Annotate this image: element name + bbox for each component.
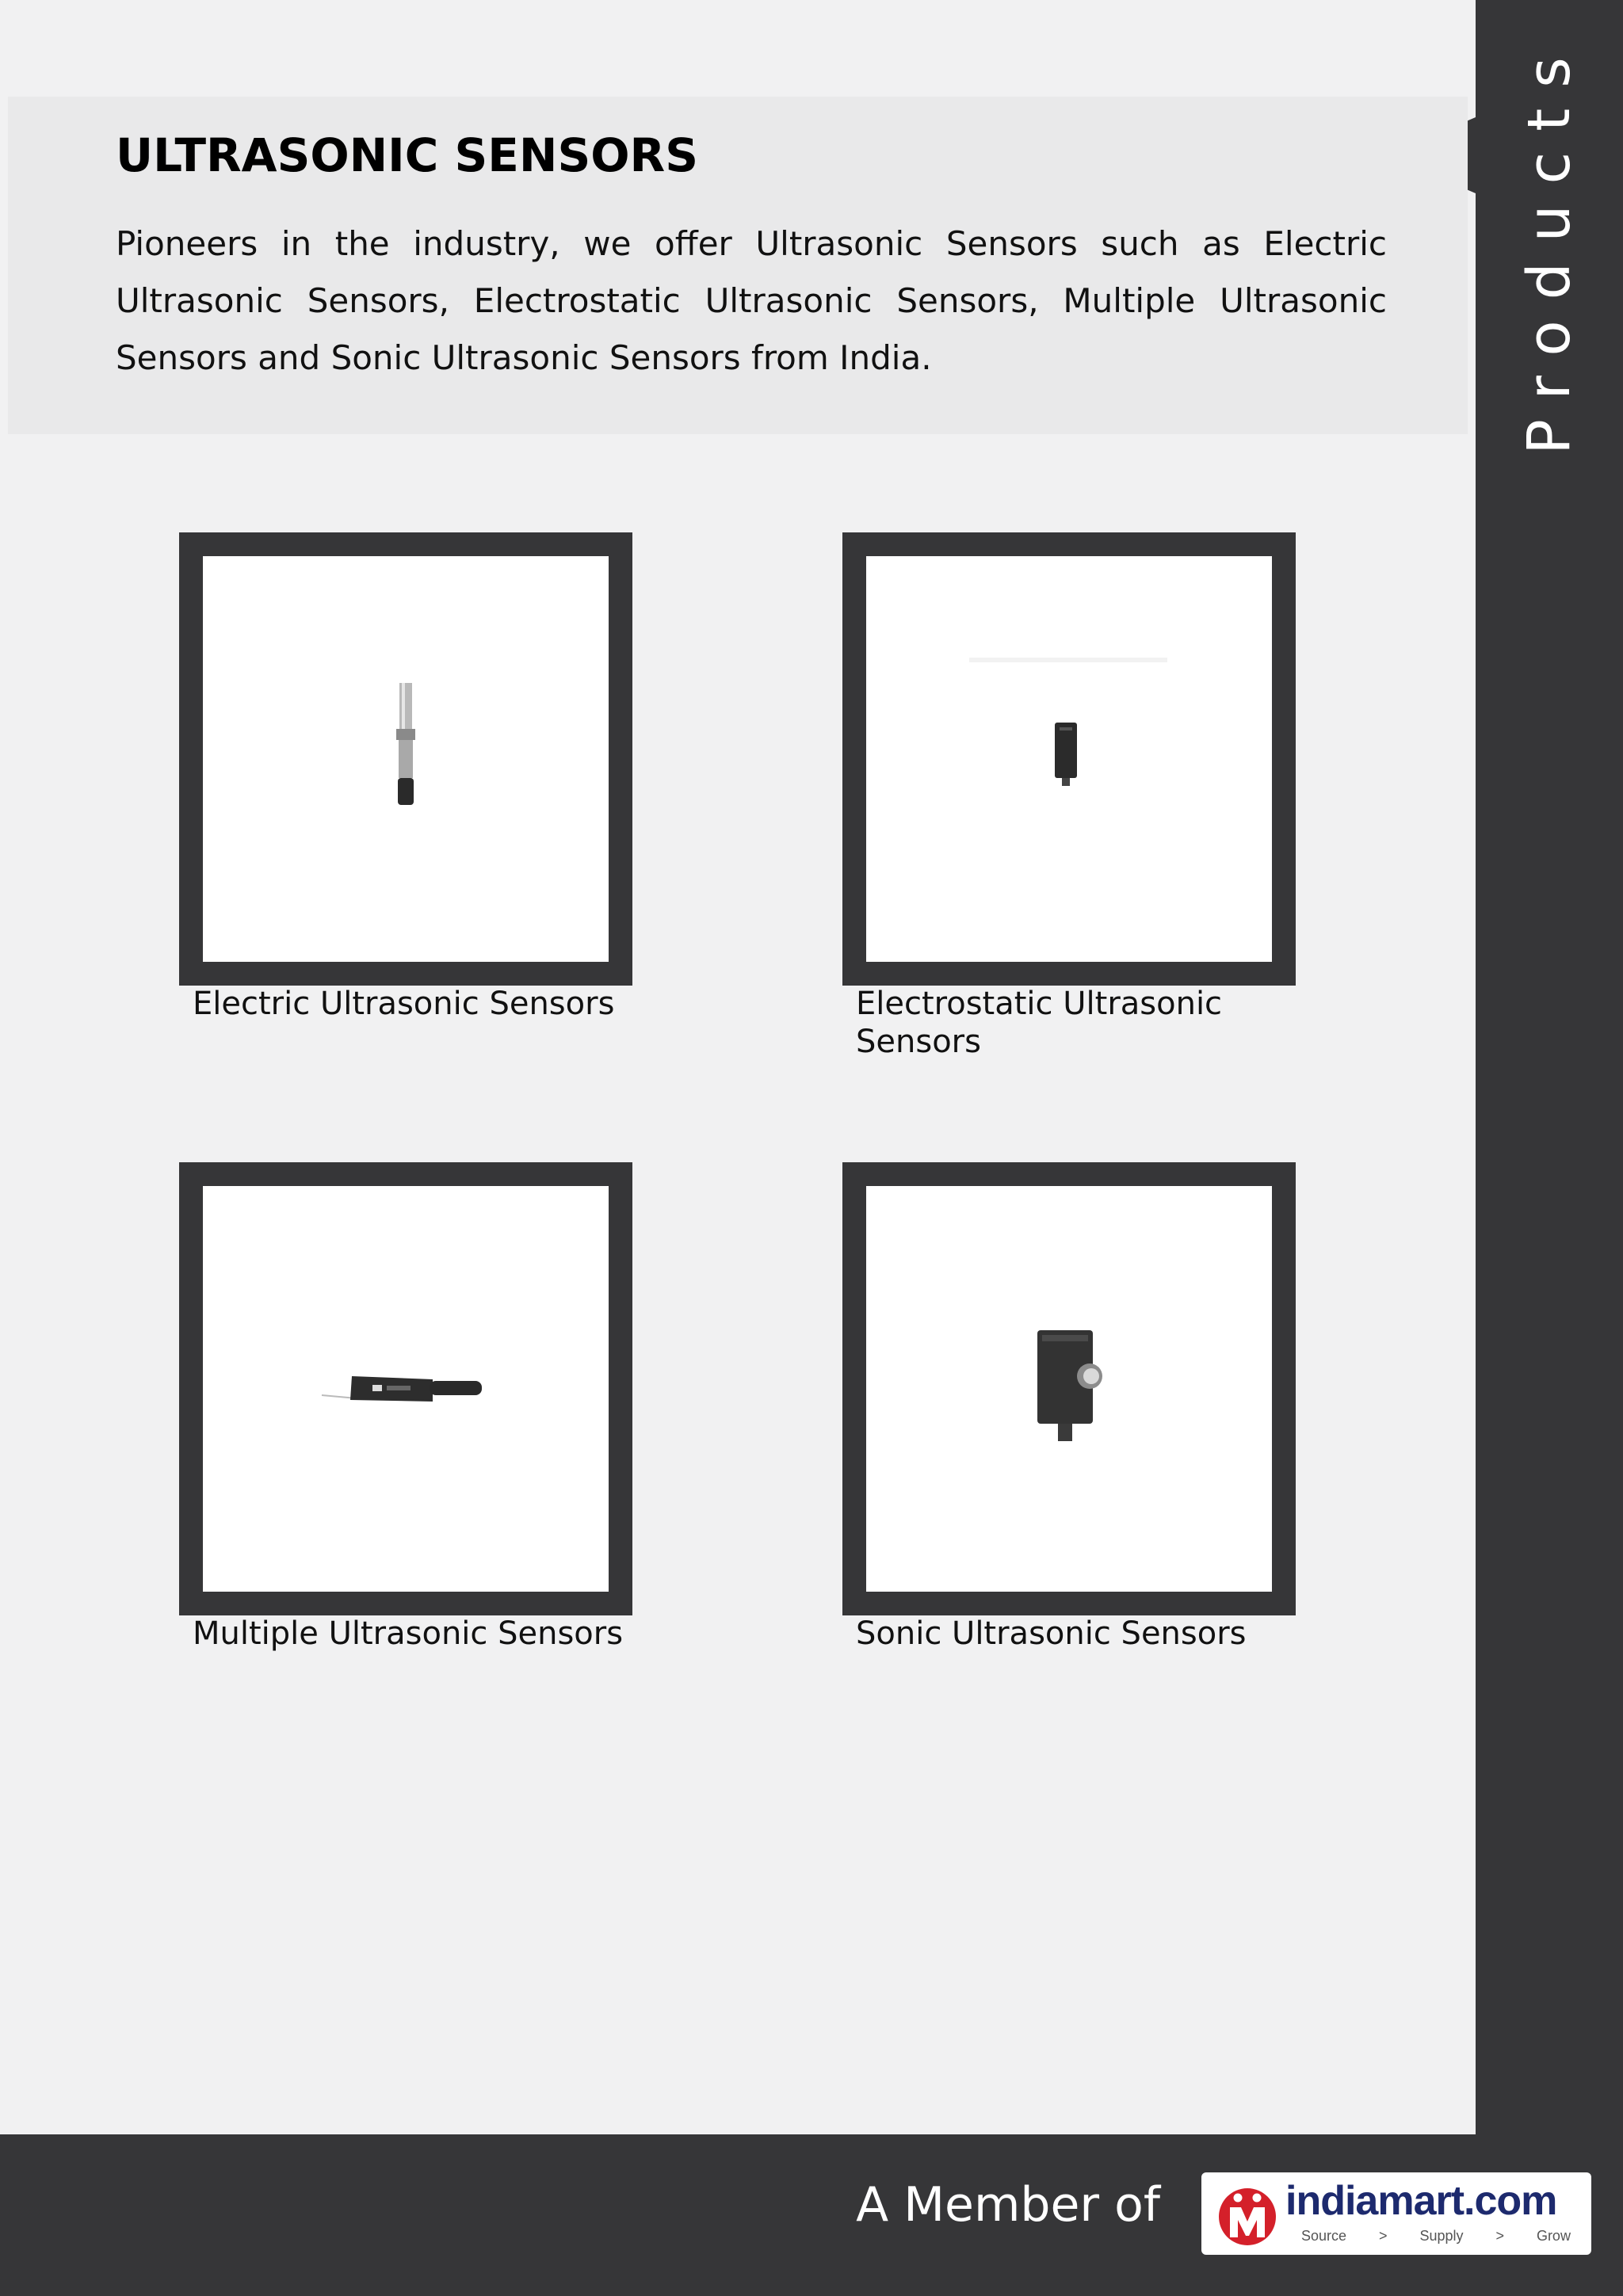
tagline-word: Supply bbox=[1419, 2228, 1464, 2244]
product-photo bbox=[866, 1186, 1272, 1592]
compact-block-sensor-icon bbox=[866, 556, 1272, 962]
intro-paragraph: Pioneers in the industry, we offer Ultrasonic Sensors such as Electric Ultrasonic Sensors, Electrostatic Ultrasonic Sensors, Multiple Ultrasonic Sensors and Sonic Ultrasonic Sensors from India. bbox=[116, 224, 1387, 377]
tagline-word: Source bbox=[1301, 2228, 1347, 2244]
side-label-products: Products bbox=[1515, 36, 1583, 455]
tagline-separator: > bbox=[1495, 2228, 1504, 2244]
product-photo bbox=[203, 556, 609, 962]
product-card-sonic[interactable] bbox=[842, 1162, 1296, 1615]
product-caption[interactable]: Electrostatic Ultrasonic Sensors bbox=[856, 986, 1223, 1060]
product-photo bbox=[203, 1186, 609, 1592]
product-card-multiple[interactable] bbox=[179, 1162, 632, 1615]
product-card-electrostatic[interactable] bbox=[842, 532, 1296, 986]
tagline-separator: > bbox=[1379, 2228, 1388, 2244]
member-text: A Member of bbox=[856, 2177, 1160, 2233]
product-caption[interactable]: Multiple Ultrasonic Sensors bbox=[193, 1615, 624, 1652]
indiamart-m-icon bbox=[1214, 2180, 1281, 2247]
bar-sensor-icon bbox=[203, 1186, 609, 1592]
product-caption[interactable]: Electric Ultrasonic Sensors bbox=[193, 986, 615, 1022]
product-photo bbox=[866, 556, 1272, 962]
product-caption[interactable]: Sonic Ultrasonic Sensors bbox=[856, 1615, 1247, 1652]
block-sensor-icon bbox=[866, 1186, 1272, 1592]
tagline-word: Grow bbox=[1536, 2228, 1571, 2244]
product-card-electric[interactable] bbox=[179, 532, 632, 986]
cylindrical-sensor-icon bbox=[203, 556, 609, 962]
page-title: ULTRASONIC SENSORS bbox=[116, 128, 698, 182]
logo-tagline bbox=[1301, 2228, 1571, 2245]
logo-wordmark: indiamart.com bbox=[1285, 2178, 1557, 2224]
indiamart-logo[interactable] bbox=[1201, 2172, 1591, 2255]
